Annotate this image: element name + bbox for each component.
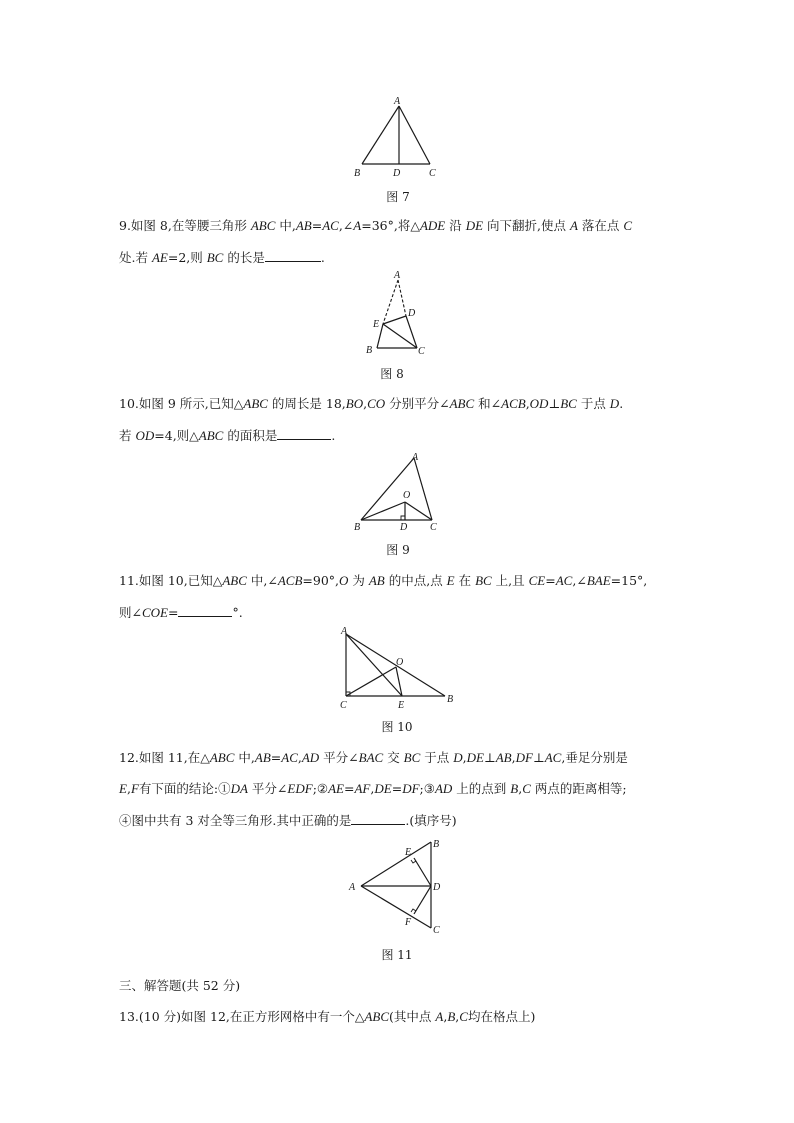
figure-8 xyxy=(360,268,440,363)
fig9-label-o: O xyxy=(403,490,411,501)
answer-blank-q9[interactable] xyxy=(265,249,321,262)
question-12-line-1: 12.如图 11,在△ABC 中,AB=AC,AD 平分∠BAC 交 BC 于点 D,DE⊥AB,DF⊥AC,垂足分别是 xyxy=(119,750,628,765)
fig10-label-b: B xyxy=(447,694,454,705)
question-13-line-1: 13.(10 分)如图 12,在正方形网格中有一个△ABC(其中点 A,B,C均在格点上) xyxy=(119,1009,536,1024)
fig8-label-c: C xyxy=(418,346,425,357)
figure-8-caption: 图 8 xyxy=(380,367,404,381)
question-12-line-2: E,F有下面的结论:①DA 平分∠EDF;②AE=AF,DE=DF;③AD 上的点到 B,C 两点的距离相等; xyxy=(119,781,627,796)
figure-10-diagram xyxy=(335,620,465,710)
fig11-label-c: C xyxy=(433,925,440,936)
section-3-heading: 三、解答题(共 52 分) xyxy=(119,978,241,993)
figure-11 xyxy=(345,834,455,939)
answer-blank-q10[interactable] xyxy=(277,427,331,440)
question-11-line-1: 11.如图 10,已知△ABC 中,∠ACB=90°,O 为 AB 的中点,点 E 在 BC 上,且 CE=AC,∠BAE=15°, xyxy=(119,573,648,588)
fig7-label-d: D xyxy=(393,168,401,179)
question-9-line-2: 处.若 AE=2,则 BC 的长是 . xyxy=(119,250,325,265)
fig10-label-c: C xyxy=(340,700,347,711)
fig11-label-e: E xyxy=(405,847,412,858)
figure-11-caption: 图 11 xyxy=(381,948,413,962)
fig9-label-a: A xyxy=(412,452,419,463)
question-12-line-3: ④图中共有 3 对全等三角形.其中正确的是 .(填序号) xyxy=(119,813,457,828)
fig10-label-e: E xyxy=(398,700,405,711)
fig8-label-a: A xyxy=(394,270,401,281)
figure-11-diagram xyxy=(345,834,455,939)
fig8-label-d: D xyxy=(408,308,416,319)
figure-10-caption: 图 10 xyxy=(381,720,413,734)
fig11-label-a: A xyxy=(349,882,356,893)
figure-7 xyxy=(352,94,442,184)
answer-blank-q11[interactable] xyxy=(178,604,232,617)
fig11-label-d: D xyxy=(433,882,441,893)
figure-8-diagram xyxy=(360,268,440,363)
figure-7-diagram xyxy=(352,94,442,184)
question-10-line-2: 若 OD=4,则△ABC 的面积是 . xyxy=(119,428,336,443)
figure-10 xyxy=(335,620,465,710)
figure-7-caption: 图 7 xyxy=(386,190,410,204)
figure-9 xyxy=(350,446,450,536)
fig10-label-a: A xyxy=(341,626,348,637)
fig8-label-e: E xyxy=(373,319,380,330)
fig9-label-d: D xyxy=(400,522,408,533)
fig7-label-c: C xyxy=(429,168,436,179)
fig8-label-b: B xyxy=(366,345,373,356)
figure-9-diagram xyxy=(350,446,450,536)
fig11-label-b: B xyxy=(433,839,440,850)
answer-blank-q12[interactable] xyxy=(351,812,405,825)
fig7-label-b: B xyxy=(354,168,361,179)
figure-9-caption: 图 9 xyxy=(386,543,410,557)
question-11-line-2: 则∠COE= °. xyxy=(119,605,243,620)
question-9-line-1: 9.如图 8,在等腰三角形 ABC 中,AB=AC,∠A=36°,将△ADE 沿 DE 向下翻折,使点 A 落在点 C xyxy=(119,218,633,233)
fig11-label-f: F xyxy=(405,917,412,928)
fig7-label-a: A xyxy=(394,96,401,107)
fig10-label-o: O xyxy=(396,657,404,668)
fig9-label-b: B xyxy=(354,522,361,533)
question-10-line-1: 10.如图 9 所示,已知△ABC 的周长是 18,BO,CO 分别平分∠ABC 和∠ACB,OD⊥BC 于点 D. xyxy=(119,396,624,411)
fig9-label-c: C xyxy=(430,522,437,533)
